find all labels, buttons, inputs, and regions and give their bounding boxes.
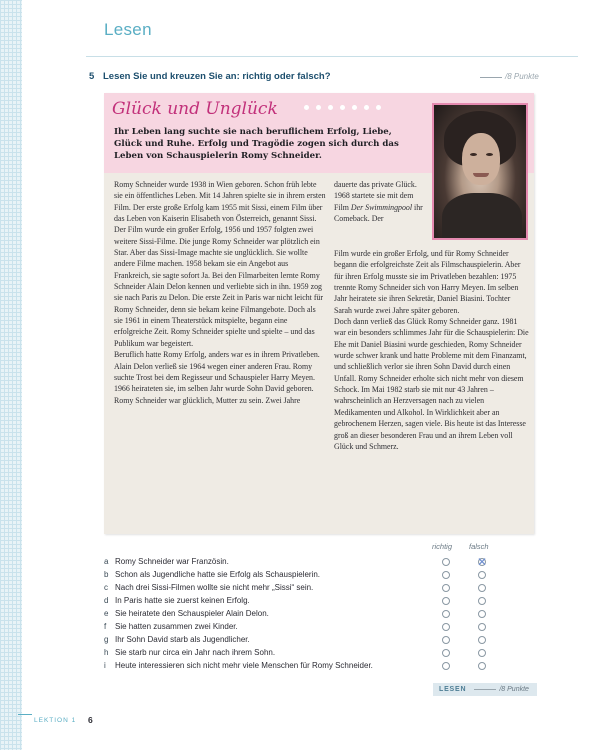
article-lead: Ihr Leben lang suchte sie nach beruflichem Erfolg, Liebe, Glück und Ruhe. Erfolg und Tragödie zogen sich durch das Leben von Schauspielerin Romy Schneider. [114,127,399,161]
article-column-left [114,179,326,406]
statement-row [104,570,554,581]
statement-row [104,648,554,659]
portrait-eye [486,153,493,156]
score-blank[interactable] [480,77,502,78]
portrait-mouth [473,173,489,177]
article-column-right-top [334,179,428,224]
radio-falsch[interactable] [478,662,486,670]
page-number: 6 [88,715,93,725]
radio-richtig[interactable] [442,571,450,579]
statement-text: Romy Schneider war Französin. [115,557,229,566]
score-box [433,683,537,696]
radio-richtig[interactable] [442,558,450,566]
score-box-value: /8 Punkte [499,686,529,693]
task-number: 5 [89,71,95,82]
radio-richtig[interactable] [442,610,450,618]
task-score [480,72,539,81]
text-run: dauerte das private Glück. 1968 startete sie mit dem Film [334,180,417,212]
statement-row [104,557,554,568]
portrait-eye [470,153,477,156]
statement-text: In Paris hatte sie zuerst keinen Erfolg. [115,596,250,605]
dot [352,105,357,110]
statement-letter: g [104,635,109,644]
dot [340,105,345,110]
dot [364,105,369,110]
text-run: ihr Comeback. Der [334,202,423,224]
dot [304,105,309,110]
radio-falsch[interactable] [478,597,486,605]
headline-dots [304,105,381,110]
statement-text: Sie heiratete den Schauspieler Alain Delon. [115,609,269,618]
portrait-photo [432,103,528,240]
radio-falsch[interactable] [478,584,486,592]
title-divider [86,56,578,57]
statement-letter: a [104,557,109,566]
score-blank[interactable] [474,689,496,690]
score-box-label: LESEN [439,686,467,693]
statement-row [104,609,554,620]
radio-richtig[interactable] [442,584,450,592]
statement-text: Sie hatten zusammen zwei Kinder. [115,622,238,631]
radio-falsch[interactable] [478,571,486,579]
task-score-label: /8 Punkte [505,72,539,81]
radio-falsch[interactable] [478,649,486,657]
statement-row [104,596,554,607]
portrait-face [462,133,500,185]
article-paragraph: Doch dann verließ das Glück Romy Schneider ganz. 1981 war ein besonders schlimmes Jahr für die Schauspielerin: Die Ehe mit Daniel Biasini wurde geschieden, Romy Schneider wurde schwer krank und hatte Probleme mit dem Finanzamt, und schließlich verlor sie ihren Sohn David durch einen Unfall. Romy Schneider erholte sich nicht mehr von diesem Schock. Im Mai 1982 starb sie mit nur 43 Jahren – wahrscheinlich an Herzversagen nach zu vielen Medikamenten und Alkohol. In Wirklichkeit aber an gebrochenem Herzen, sagen viele. Bis heute ist das Interesse groß an dieser besonderen Frau und an ihrem Leben voll Glück und Schmerz. [334,317,529,451]
dot [316,105,321,110]
statement-letter: f [104,622,107,631]
portrait-shoulders [442,193,522,238]
statement-letter: i [104,661,106,670]
statement-letter: h [104,648,109,657]
statement-text: Sie starb nur circa ein Jahr nach ihrem Sohn. [115,648,276,657]
statement-letter: e [104,609,109,618]
statement-text: Schon als Jugendliche hatte sie Erfolg als Schauspielerin. [115,570,321,579]
radio-falsch[interactable] [478,610,486,618]
radio-falsch[interactable] [478,636,486,644]
statement-row [104,622,554,633]
article-box [104,93,534,534]
statement-text: Heute interessieren sich nicht mehr viele Menschen für Romy Schneider. [115,661,373,670]
radio-richtig[interactable] [442,662,450,670]
section-title: Lesen [104,20,152,39]
statement-letter: b [104,570,109,579]
statement-letter: c [104,583,108,592]
article-paragraph [334,179,428,224]
footer-lesson: LEKTION 1 [34,717,77,724]
radio-richtig[interactable] [442,623,450,631]
article-column-right [334,248,529,452]
statement-row [104,583,554,594]
statement-text: Ihr Sohn David starb als Jugendlicher. [115,635,250,644]
portrait-image [434,105,526,238]
column-head-falsch: falsch [469,542,489,551]
article-headline: Glück und Unglück [112,99,278,119]
radio-richtig[interactable] [442,649,450,657]
task-instruction: Lesen Sie und kreuzen Sie an: richtig oder falsch? [103,71,331,82]
dot [376,105,381,110]
statement-text: Nach drei Sissi-Filmen wollte sie nicht mehr „Sissi“ sein. [115,583,314,592]
column-head-richtig: richtig [432,542,453,551]
radio-richtig[interactable] [442,636,450,644]
statement-letter: d [104,596,109,605]
radio-falsch[interactable] [478,623,486,631]
radio-richtig[interactable] [442,597,450,605]
film-title: Der Swimmingpool [350,202,413,212]
statement-row [104,635,554,646]
cross-mark-icon: ✕ [476,555,488,569]
article-paragraph: Beruflich hatte Romy Erfolg, anders war es in ihrem Privatleben. Alain Delon verließ sie 1964 wegen einer anderen Frau. Romy suchte Trost bei dem Regisseur und Schauspieler Harry Meyen. 1966 heirateten sie, im selben Jahr wurde Sohn David geboren. Romy Schneider war glücklich, Mutter zu sein. Zwei Jahre [114,350,320,405]
radio-falsch[interactable] [476,555,488,569]
article-paragraph: Film wurde ein großer Erfolg, und für Romy Schneider begann die erfolgreichste Zeit als Filmschauspielerin. Aber für ihren Erfolg musste sie im Privatleben bezahlen: 1975 trennte Romy Schneider sich von Harry Meyen. Im selben Jahr heiratete sie ihren Sekretär, Daniel Biasini. Tochter Sarah wurde zwei Jahre später geboren. [334,249,521,315]
statement-row [104,661,554,672]
footer-rule [18,714,32,715]
margin-grid [0,0,22,750]
dot [328,105,333,110]
article-paragraph: Romy Schneider wurde 1938 in Wien geboren. Schon früh lebte sie ein öffentliches Leben. Mit 14 Jahren spielte sie in ihrem ersten Film. Der erste große Erfolg kam 1955 mit Sissi, einem Film über das Leben von Kaiserin Elisabeth von Österreich, genannt Sissi. Der Film wurde ein großer Erfolg, 1956 und 1957 folgten zwei weitere Sissi-Filme. Die junge Romy Schneider war plötzlich ein Star. Aber das Sissi-Image machte sie unglücklich. Sie wollte andere Filme machen. 1958 bekam sie ein Angebot aus Frankreich, sie sagte sofort Ja. Bei den Filmarbeiten lernte Romy Schneider Alain Delon kennen und verliebte sich in ihn. 1959 zog sie nach Paris zu Delon. Die erste Zeit in Paris war nicht leicht für Romy Schneider, denn sie bekam keine Filmangebote. Doch als sie 1961 in einem Theaterstück mitspielte, begann eine erfolgreiche Zeit. Romy Schneider spielte und spielte – und das Publikum war begeistert. [114,180,326,348]
